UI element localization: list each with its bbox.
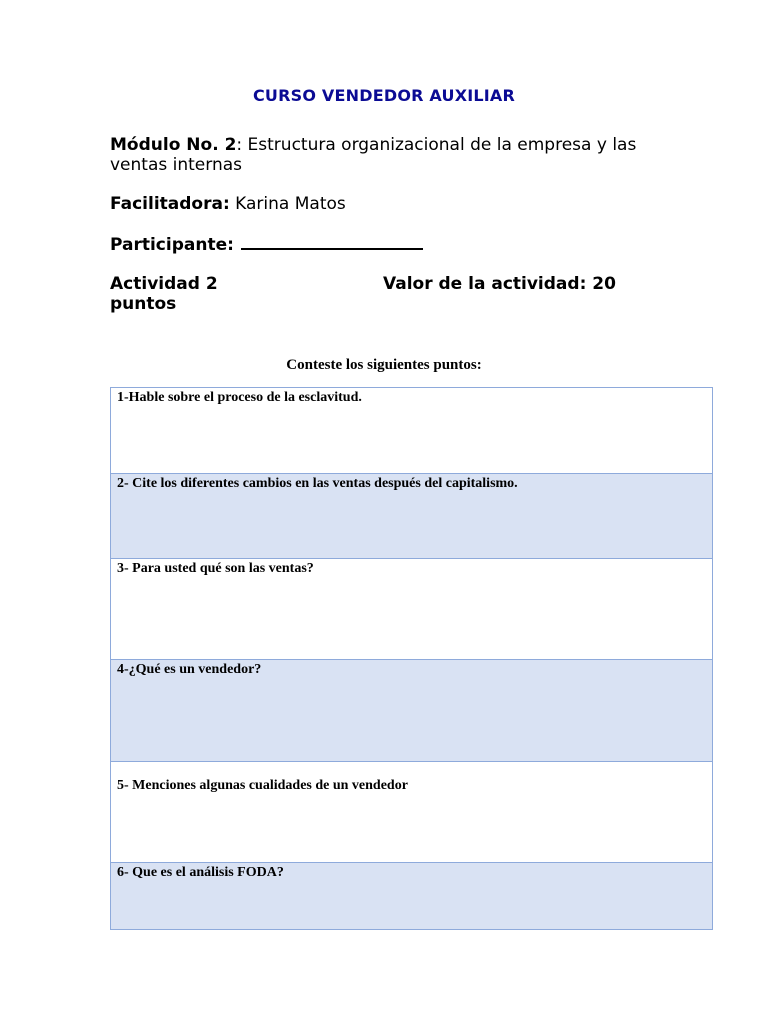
question-row-2: 2- Cite los diferentes cambios en las ventas después del capitalismo.: [111, 474, 712, 559]
questions-table: [110, 387, 713, 930]
participant-label: Participante:: [110, 235, 234, 255]
facilitator-name: Karina Matos: [229, 194, 346, 214]
question-row-5: 5- Menciones algunas cualidades de un vendedor: [111, 762, 712, 863]
participant-line: [110, 234, 423, 255]
question-row-3: 3- Para usted qué son las ventas?: [111, 559, 712, 660]
question-row-6: 6- Que es el análisis FODA?: [111, 863, 712, 929]
module-description: : Estructura organizacional de la empresa y las ventas internas: [110, 135, 637, 175]
instructions: Conteste los siguientes puntos:: [286, 357, 482, 373]
activity-label: Actividad 2 puntos: [110, 274, 218, 314]
facilitator-label: Facilitadora:: [110, 194, 230, 214]
question-row-1: 1-Hable sobre el proceso de la esclavitud.: [111, 388, 712, 474]
facilitator-line: [110, 194, 346, 214]
participant-blank[interactable]: [241, 234, 423, 250]
question-row-4: 4-¿Qué es un vendedor?: [111, 660, 712, 762]
module-label: Módulo No. 2: [110, 135, 237, 155]
activity-value-label: Valor de la actividad: 20: [383, 274, 616, 294]
document-title: CURSO VENDEDOR AUXILIAR: [252, 86, 516, 105]
module-line: [110, 135, 670, 175]
